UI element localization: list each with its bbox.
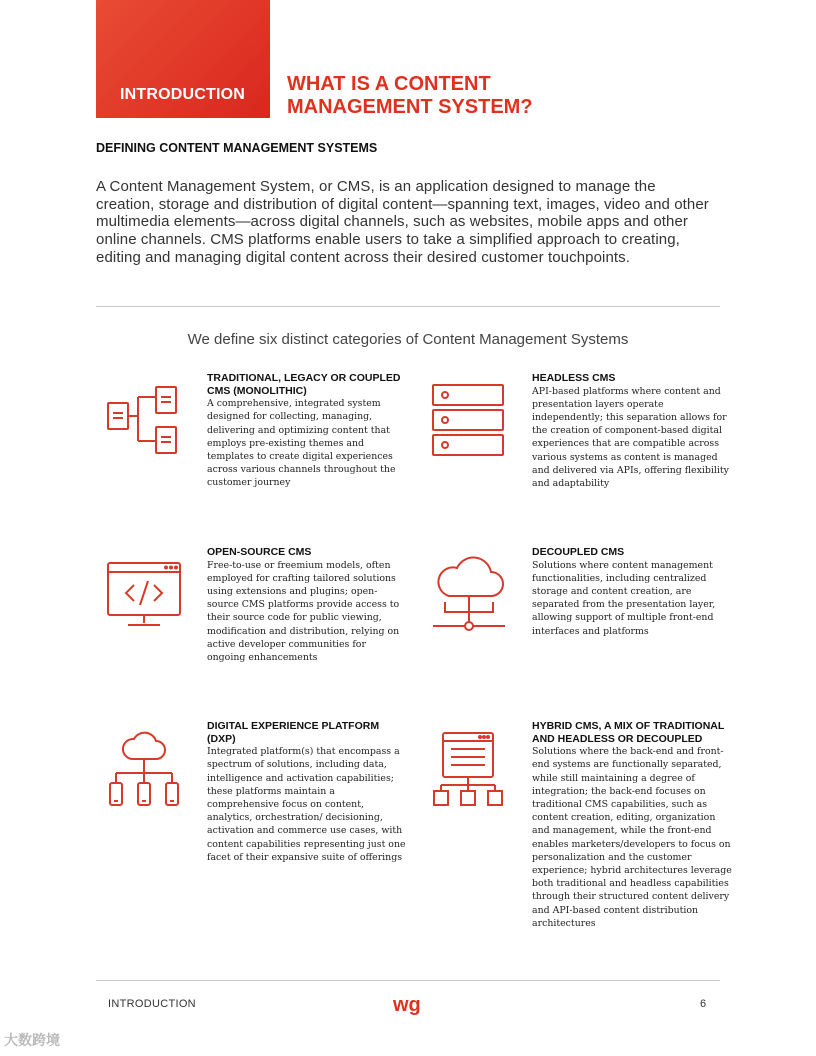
category-title: DECOUPLED CMS xyxy=(532,546,625,558)
cloud-network-icon xyxy=(431,556,507,632)
server-stack-icon xyxy=(431,383,507,459)
category-title: HYBRID CMS, A MIX OF TRADITIONAL AND HEADLESS OR DECOUPLED xyxy=(532,720,725,745)
category-title: DIGITAL EXPERIENCE PLATFORM (DXP) xyxy=(207,720,380,745)
category-traditional xyxy=(207,372,407,490)
code-window-icon xyxy=(106,561,182,631)
category-body: API-based platforms where content and presentation layers operate independently; this separation allows for the creation of component-based digital experiences that are compatible across various systems as content is managed and delivered via APIs, offering flexibility and adaptability xyxy=(532,385,729,490)
page-title-line-1: WHAT IS A CONTENT xyxy=(287,73,491,95)
section-tab xyxy=(96,0,270,118)
browser-hierarchy-icon xyxy=(431,731,507,807)
category-open-source xyxy=(207,546,407,664)
category-body: Solutions where content management functionalities, including centralized storage and content creation, are separated from the presentation layer, allowing support of multiple front-end interfaces and platforms xyxy=(532,559,716,637)
category-headless xyxy=(532,372,732,490)
category-dxp xyxy=(207,720,407,864)
category-body: Solutions where the back-end and front-end systems are functionally separated, while still maintaining a degree of integration; the back-end focuses on traditional CMS capabilities, such as content creation, editing, organization and management, while the front-end enables marketers/developers to focus on personalization and the customer experience; hybrid architectures leverage both traditional and headless capabilities through their structured content delivery and API-based content distribution architectures xyxy=(532,746,732,929)
document-hierarchy-icon xyxy=(106,383,182,459)
divider-top xyxy=(96,306,720,307)
category-body: A comprehensive, integrated system designed for collecting, managing, delivering and optimizing content that employs pre-existing themes and templates to create digital experiences across various channels throughout the customer journey xyxy=(207,398,396,489)
category-body: Free-to-use or freemium models, often employed for crafting tailored solutions using extensions and plugins; open-source CMS platforms provide access to their source code for public viewing, modification and distribution, relying on active developer communities for ongoing enhancements xyxy=(207,559,400,664)
subheading: DEFINING CONTENT MANAGEMENT SYSTEMS xyxy=(96,141,378,155)
page-number: 6 xyxy=(700,998,707,1010)
page-title-line-2: MANAGEMENT SYSTEM? xyxy=(287,96,533,118)
section-tab-label: INTRODUCTION xyxy=(120,86,246,103)
page-title xyxy=(287,73,587,119)
cloud-devices-icon xyxy=(106,731,182,807)
category-decoupled xyxy=(532,546,732,638)
divider-footer xyxy=(96,980,720,981)
footer-section-label: INTRODUCTION xyxy=(108,998,196,1010)
category-title: OPEN-SOURCE CMS xyxy=(207,546,312,558)
lead-paragraph: A Content Management System, or CMS, is an application designed to manage the creation, storage and distribution of digital content—spanning text, images, video and other multimedia elements—across digital channels, such as websites, mobile apps and other online channels. CMS platforms enable users to take a simplified approach to creating, editing and managing digital content across their desired customer touchpoints. xyxy=(96,178,709,266)
wg-logo-text: wg xyxy=(393,994,421,1016)
category-body: Integrated platform(s) that encompass a spectrum of solutions, including data, intelligence and activation capabilities; these platforms maintain a comprehensive focus on content, analytics, orchestration/ decisioning, activation and commerce use cases, with content capabilities representing just one facet of their expansive suite of offerings xyxy=(207,746,406,863)
categories-intro: We define six distinct categories of Content Management Systems xyxy=(187,331,629,348)
category-title: TRADITIONAL, LEGACY OR COUPLED CMS (MONOLITHIC) xyxy=(207,372,401,397)
category-title: HEADLESS CMS xyxy=(532,372,616,384)
watermark: 大数跨境 xyxy=(4,1032,60,1048)
wg-logo xyxy=(392,993,426,1021)
category-hybrid xyxy=(532,720,732,930)
